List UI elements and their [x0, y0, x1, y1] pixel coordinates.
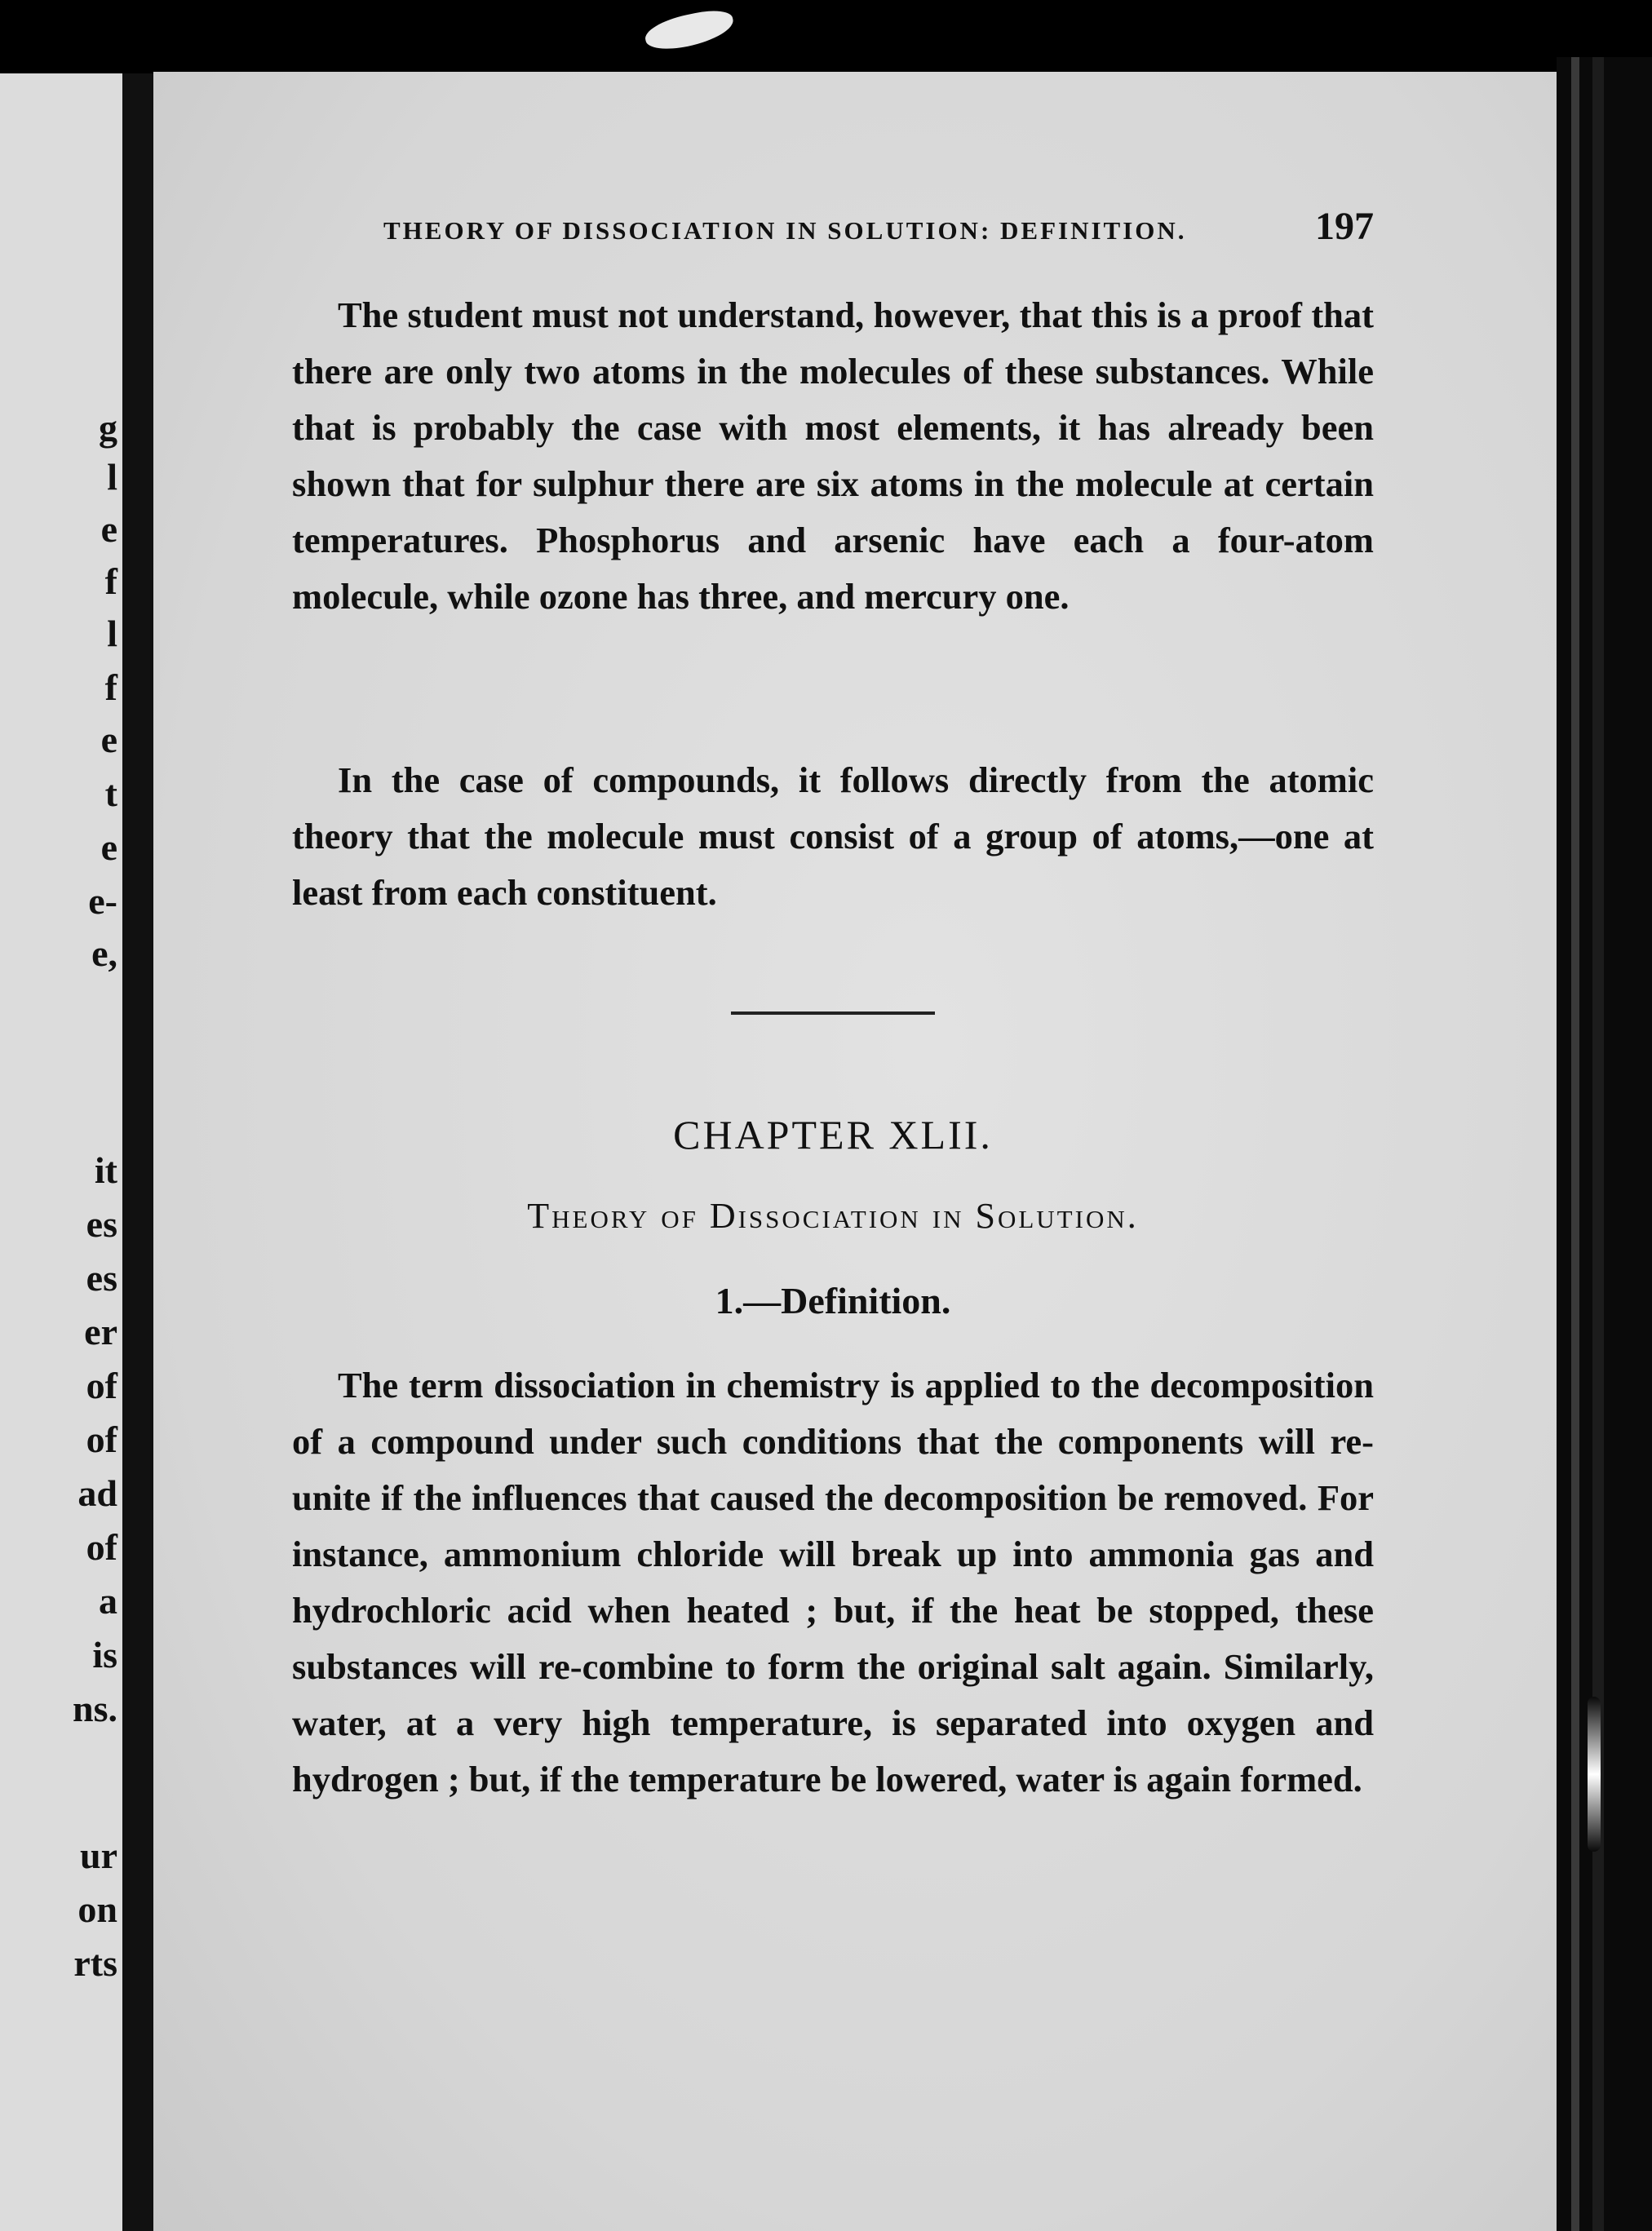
left-fragment: er — [84, 1311, 117, 1352]
running-head — [383, 204, 1374, 249]
paragraph-3-block — [292, 1357, 1374, 1808]
paragraph-1-block — [292, 287, 1374, 625]
previous-page-edge — [0, 73, 122, 2231]
page-number: 197 — [1315, 205, 1374, 248]
left-fragment: es — [86, 1203, 117, 1245]
left-fragment: e — [100, 508, 117, 550]
paragraph-2: In the case of compounds, it follows directly from the atomic theory that the molecule must consist of a group of atoms,—one at least from each constituent. — [292, 759, 1374, 913]
left-fragment: of — [86, 1419, 117, 1460]
left-fragment: g — [99, 407, 117, 449]
left-fragment: l — [107, 456, 117, 498]
left-fragment: f — [104, 666, 117, 708]
left-fragment: ad — [78, 1472, 117, 1514]
left-fragment: rts — [73, 1942, 117, 1984]
page-gutter — [122, 73, 153, 2231]
left-fragment: es — [86, 1257, 117, 1299]
paragraph-1: The student must not understand, however, that this is a proof that there are only two atoms in the molecules of these substances. While that is probably the case with most elements, it has already been shown that for sulphur there are six atoms in the molecule at certain temperatures. Phosphorus and arsenic have each a four-atom molecule, while ozone has three, and mercury one. — [292, 294, 1374, 617]
chapter-title: Theory of Dissociation in Solution. — [527, 1196, 1139, 1236]
left-fragment: f — [104, 560, 117, 602]
left-fragment: t — [104, 772, 117, 814]
term-dissociation: dissociation — [494, 1365, 675, 1405]
left-fragment: is — [92, 1634, 117, 1675]
left-fragment: on — [78, 1888, 117, 1930]
left-fragment: of — [86, 1526, 117, 1568]
left-fragment: e, — [91, 932, 117, 974]
paragraph-2-block — [292, 752, 1374, 921]
left-fragment: of — [86, 1365, 117, 1406]
left-fragment: e — [100, 826, 117, 868]
left-fragment: e — [100, 719, 117, 760]
left-fragment: l — [107, 613, 117, 654]
paragraph-3: The term dissociation in chemistry is applied to the decomposition of a compound under such conditions that the components will re-unite if the influences that caused the decomposition be removed. For instance, ammonium chloride will break up into ammonia gas and hydrochloric acid when heated ; but, if the heat be stopped, these substances will re-combine to form the original salt again. Similarly, water, at a very high temperature, is separated into oxygen and hydrogen ; but, if the temperature be lowered, water is again formed. — [292, 1365, 1374, 1799]
scan-smudge — [642, 6, 736, 55]
chapter-number: CHAPTER XLII. — [673, 1112, 993, 1158]
right-page-edge — [1557, 57, 1652, 2231]
running-head-title: THEORY OF DISSOCIATION IN SOLUTION: DEFINITION. — [383, 216, 1187, 245]
section-heading: 1.—Definition. — [715, 1280, 951, 1321]
left-fragment: ur — [80, 1835, 117, 1876]
left-fragment: ns. — [73, 1688, 117, 1729]
section-divider — [731, 1011, 935, 1015]
left-fragment: e- — [88, 880, 117, 922]
left-fragment: it — [94, 1149, 117, 1191]
left-fragment: a — [99, 1580, 117, 1622]
